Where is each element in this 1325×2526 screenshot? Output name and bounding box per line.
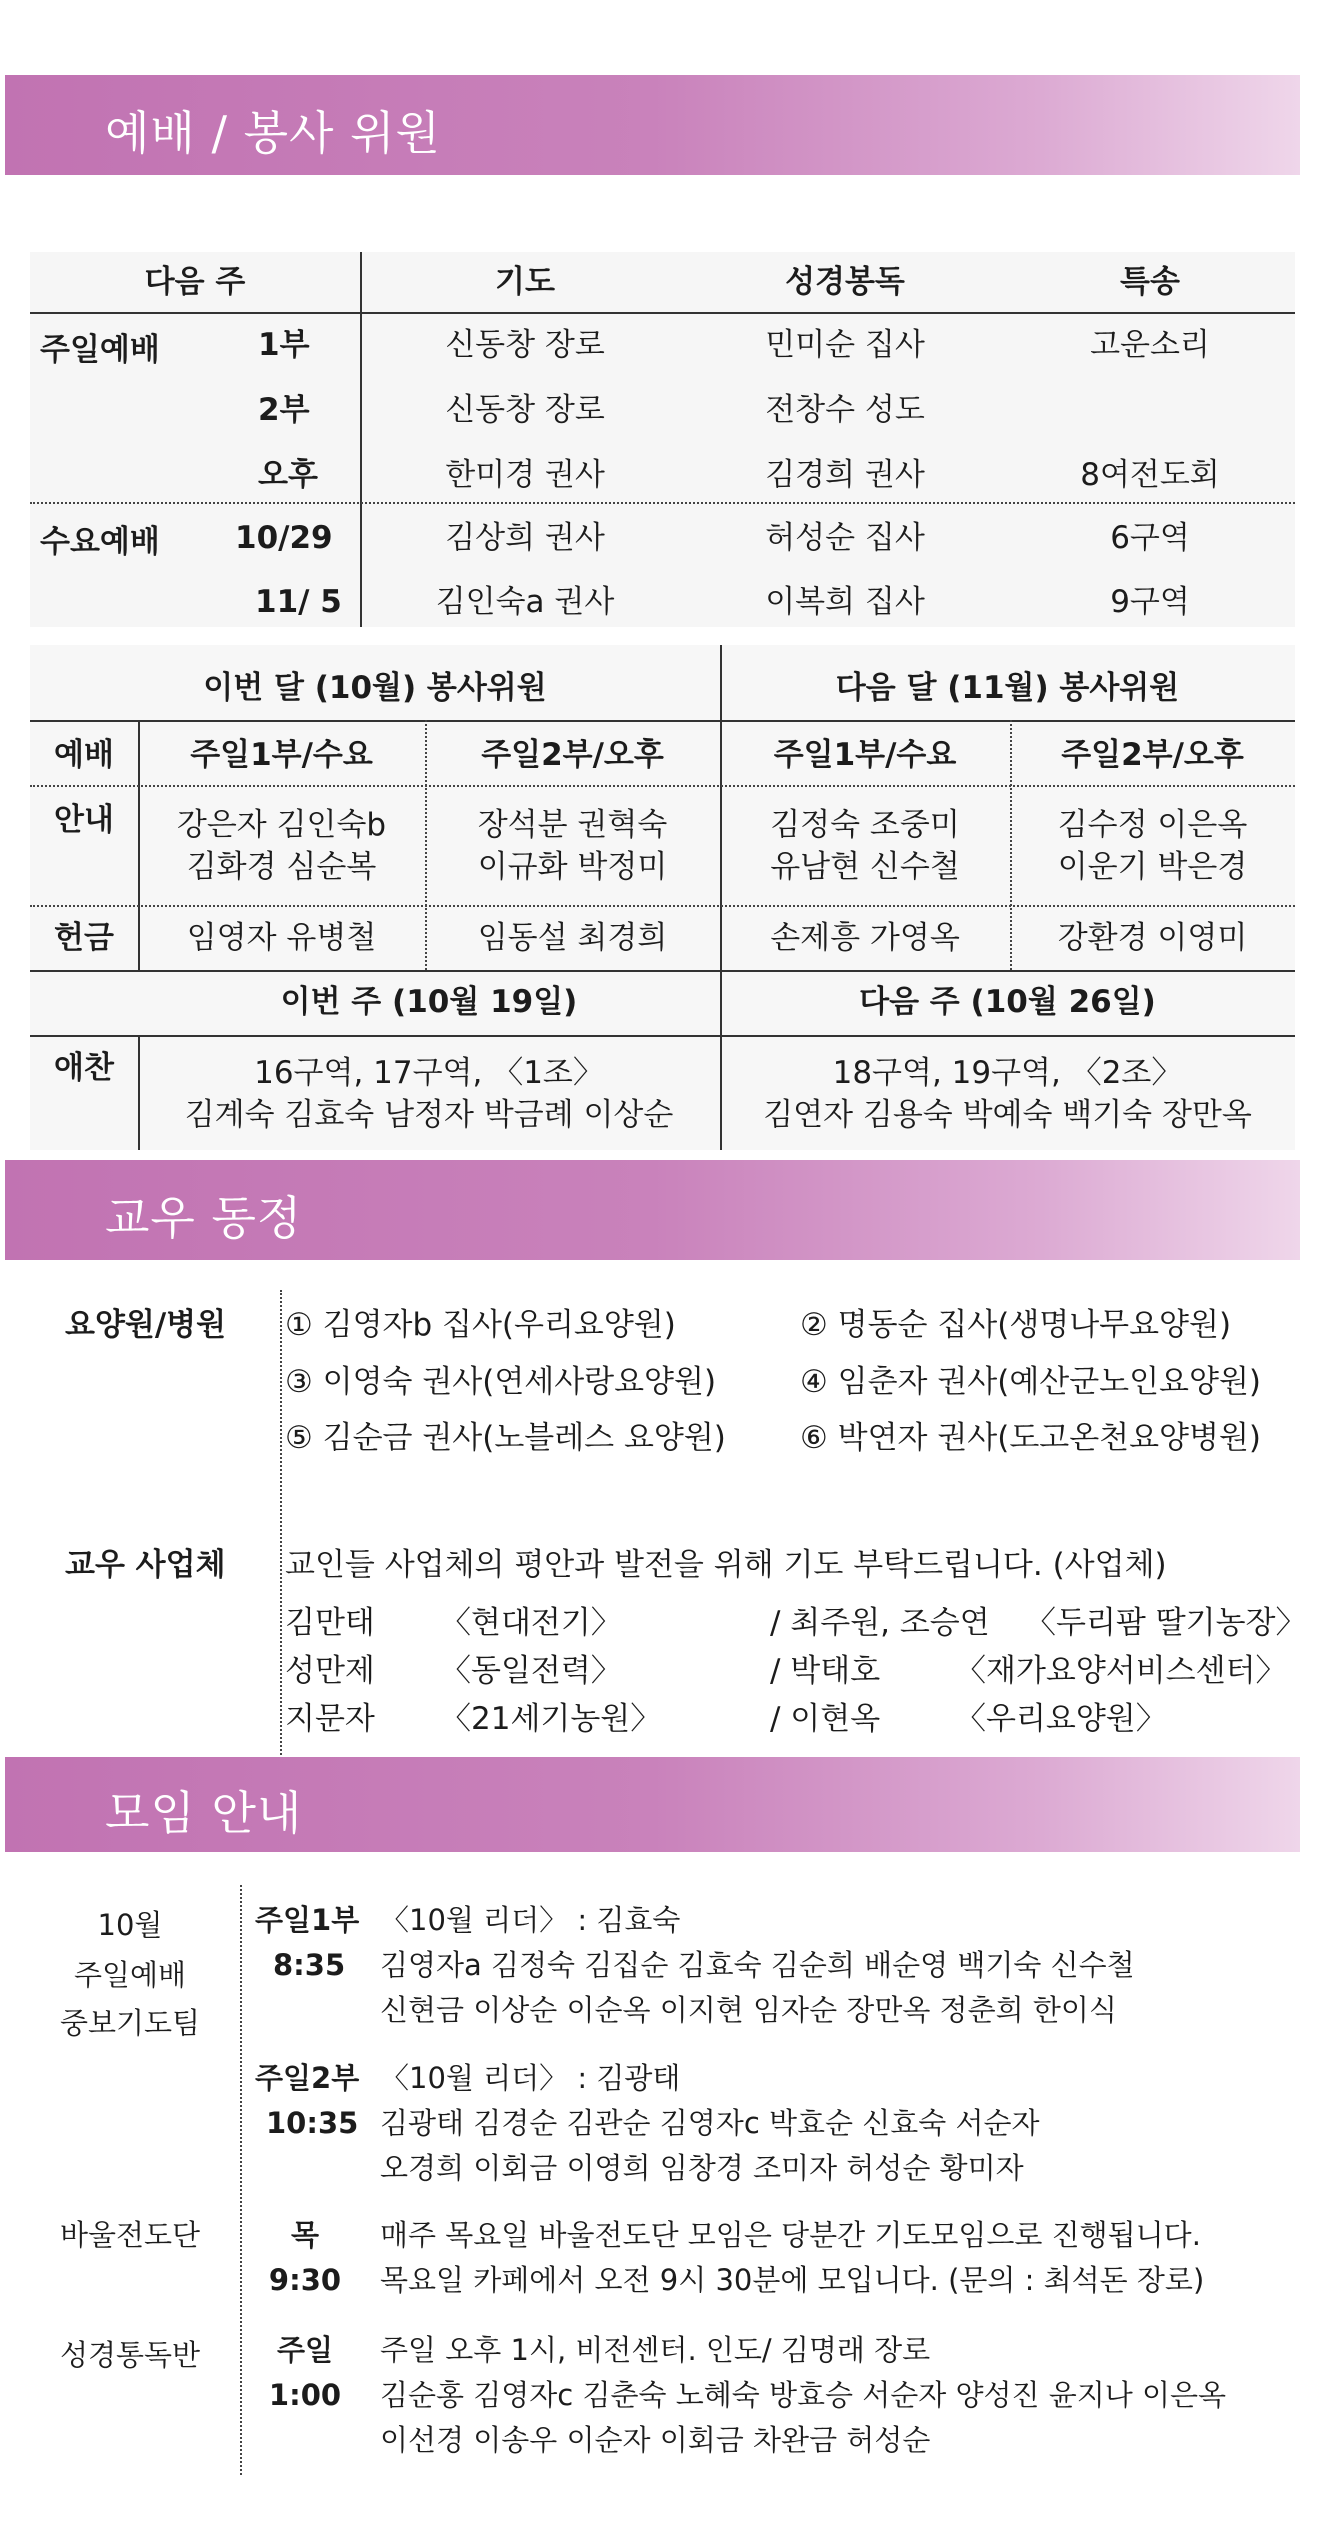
- guide-cell: 이운기 박은경: [1057, 849, 1248, 885]
- bible-line: 이선경 이송우 이순자 이회금 차완금 허성순: [380, 2423, 931, 2457]
- col-sunday2: 주일2부/오후: [481, 737, 664, 773]
- prayer-cell: 김인숙a 권사: [435, 584, 615, 620]
- divider: [30, 312, 1295, 314]
- offering-cell: 임동설 최경희: [477, 920, 668, 956]
- col-sunday1-next: 주일1부/수요: [773, 737, 957, 773]
- divider: [30, 502, 1295, 504]
- bible-time: 1:00: [268, 2378, 342, 2412]
- prayer-team-label: 주일예배: [73, 1958, 187, 1992]
- paul-line: 목요일 카페에서 오전 9시 30분에 모입니다. (문의 : 최석돈 장로): [380, 2263, 1205, 2297]
- section-header-worship: 예배 / 봉사 위원: [5, 75, 1300, 175]
- s2-names: 오경희 이회금 이영희 임창경 조미자 허성순 황미자: [380, 2151, 1024, 2185]
- care-item: ⑥ 박연자 권사(도고온천요양병원): [800, 1420, 1261, 1456]
- reading-cell: 이복희 집사: [765, 584, 925, 620]
- col-sunday2-next: 주일2부/오후: [1061, 737, 1244, 773]
- prayer-cell: 한미경 권사: [445, 457, 605, 493]
- schedule-table-bg: [30, 252, 1295, 627]
- slot-label: 10/29: [235, 520, 333, 556]
- s1-time: 8:35: [273, 1948, 346, 1982]
- s2-leader: 〈10월 리더〉 : 김광태: [380, 2061, 681, 2095]
- special-cell: 고운소리: [1090, 327, 1210, 363]
- slot-label: 오후: [258, 457, 318, 493]
- bible-line: 주일 오후 1시, 비전센터. 인도/ 김명래 장로: [380, 2333, 931, 2367]
- prayer-cell: 김상희 권사: [445, 520, 605, 556]
- guide-cell: 유남현 신수철: [770, 849, 960, 885]
- biz-name: 지문자: [285, 1701, 375, 1737]
- slot-label: 11/ 5: [255, 584, 342, 620]
- special-cell: 6구역: [1110, 520, 1190, 556]
- wednesday-worship-label: 수요예배: [40, 524, 160, 560]
- guide-cell: 장석분 권혁숙: [477, 807, 668, 843]
- s2-label: 주일2부: [255, 2061, 360, 2095]
- prayer-team-label: 10월: [97, 1908, 163, 1942]
- reading-cell: 민미순 집사: [765, 327, 925, 363]
- sunday-worship-label: 주일예배: [40, 332, 160, 368]
- schedule-header-prayer: 기도: [495, 264, 555, 300]
- biz-label: 교우 사업체: [65, 1547, 226, 1583]
- prayer-cell: 신동창 장로: [445, 392, 605, 428]
- this-week-title: 이번 주 (10월 19일): [280, 984, 578, 1020]
- guide-cell: 이규화 박정미: [477, 849, 668, 885]
- schedule-header-special: 특송: [1120, 264, 1180, 300]
- offering-cell: 임영자 유병철: [186, 920, 377, 956]
- care-item: ③ 이영숙 권사(연세사랑요양원): [285, 1364, 717, 1400]
- divider: [30, 720, 1295, 722]
- bible-label: 성경통독반: [59, 2338, 201, 2372]
- paul-day: 목: [290, 2218, 319, 2252]
- col-sunday1: 주일1부/수요: [190, 737, 373, 773]
- reading-cell: 허성순 집사: [765, 520, 925, 556]
- biz-company: 〈재가요양서비스센터〉: [955, 1653, 1287, 1689]
- offering-label: 헌금: [54, 920, 114, 956]
- special-cell: 8여전도회: [1080, 457, 1220, 493]
- s1-names: 신현금 이상순 이순옥 이지현 임자순 장만옥 정춘희 한이식: [380, 1993, 1117, 2027]
- biz-name: / 박태호: [770, 1653, 881, 1689]
- reading-cell: 전창수 성도: [765, 392, 925, 428]
- divider: [30, 785, 1295, 787]
- praise-next-names: 김연자 김용숙 박예숙 백기숙 장만옥: [763, 1097, 1252, 1133]
- divider: [280, 1290, 282, 1755]
- praise-this-groups: 16구역, 17구역, 〈1조〉: [254, 1055, 604, 1091]
- section-header-members: 교우 동정: [5, 1160, 1300, 1260]
- prayer-team-label: 중보기도팀: [59, 2006, 201, 2040]
- divider: [360, 252, 362, 627]
- slot-label: 2부: [258, 392, 310, 428]
- guide-cell: 강은자 김인숙b: [176, 807, 387, 843]
- care-item: ④ 임춘자 권사(예산군노인요양원): [800, 1364, 1261, 1400]
- paul-line: 매주 목요일 바울전도단 모임은 당분간 기도모임으로 진행됩니다.: [380, 2218, 1201, 2252]
- care-label: 요양원/병원: [65, 1307, 227, 1343]
- prayer-cell: 신동창 장로: [445, 327, 605, 363]
- guide-cell: 김정숙 조중미: [770, 807, 960, 843]
- s2-time: 10:35: [266, 2106, 359, 2140]
- care-item: ① 김영자b 집사(우리요양원): [285, 1307, 676, 1343]
- next-month-title: 다음 달 (11월) 봉사위원: [835, 670, 1180, 706]
- biz-company: 〈동일전력〉: [440, 1653, 622, 1689]
- biz-company: 〈두리팜 딸기농장〉: [1025, 1605, 1307, 1641]
- guide-label: 안내: [54, 802, 114, 838]
- this-month-title: 이번 달 (10월) 봉사위원: [203, 670, 547, 706]
- biz-company: 〈우리요양원〉: [955, 1701, 1167, 1737]
- biz-name: 성만제: [285, 1653, 375, 1689]
- biz-intro: 교인들 사업체의 평안과 발전을 위해 기도 부탁드립니다. (사업체): [285, 1547, 1167, 1583]
- section-header-meetings: 모임 안내: [5, 1757, 1300, 1852]
- paul-label: 바울전도단: [59, 2218, 201, 2252]
- reading-cell: 김경희 권사: [765, 457, 925, 493]
- divider: [30, 1035, 1295, 1037]
- praise-label: 애찬: [54, 1050, 114, 1086]
- biz-name: / 이현옥: [770, 1701, 881, 1737]
- offering-cell: 손제흥 가영옥: [770, 920, 960, 956]
- biz-company: 〈21세기농원〉: [440, 1701, 662, 1737]
- divider: [30, 970, 1295, 972]
- special-cell: 9구역: [1110, 584, 1190, 620]
- divider: [30, 905, 1295, 907]
- divider: [240, 1885, 242, 2475]
- s2-names: 김광태 김경순 김관순 김영자c 박효순 신효숙 서순자: [380, 2106, 1040, 2140]
- paul-time: 9:30: [268, 2263, 342, 2297]
- guide-cell: 김수정 이은옥: [1057, 807, 1248, 843]
- next-week-title: 다음 주 (10월 26일): [859, 984, 1156, 1020]
- biz-name: / 최주원, 조승연: [770, 1605, 990, 1641]
- care-item: ⑤ 김순금 권사(노블레스 요양원): [285, 1420, 726, 1456]
- biz-company: 〈현대전기〉: [440, 1605, 622, 1641]
- bible-day: 주일: [276, 2333, 334, 2367]
- s1-label: 주일1부: [255, 1903, 360, 1937]
- slot-label: 1부: [258, 327, 310, 363]
- offering-cell: 강환경 이영미: [1057, 920, 1248, 956]
- praise-next-groups: 18구역, 19구역, 〈2조〉: [832, 1055, 1183, 1091]
- care-item: ② 명동순 집사(생명나무요양원): [800, 1307, 1232, 1343]
- s1-leader: 〈10월 리더〉 : 김효숙: [380, 1903, 681, 1937]
- guide-cell: 김화경 심순복: [186, 849, 377, 885]
- col-worship: 예배: [54, 737, 114, 773]
- schedule-header-next-week: 다음 주: [144, 264, 246, 300]
- biz-name: 김만태: [285, 1605, 375, 1641]
- bible-line: 김순홍 김영자c 김춘숙 노혜숙 방효승 서순자 양성진 윤지나 이은옥: [380, 2378, 1227, 2412]
- praise-this-names: 김계숙 김효숙 남정자 박금례 이상순: [184, 1097, 674, 1133]
- schedule-header-reading: 성경봉독: [785, 264, 905, 300]
- s1-names: 김영자a 김정숙 김집순 김효숙 김순희 배순영 백기숙 신수철: [380, 1948, 1135, 1982]
